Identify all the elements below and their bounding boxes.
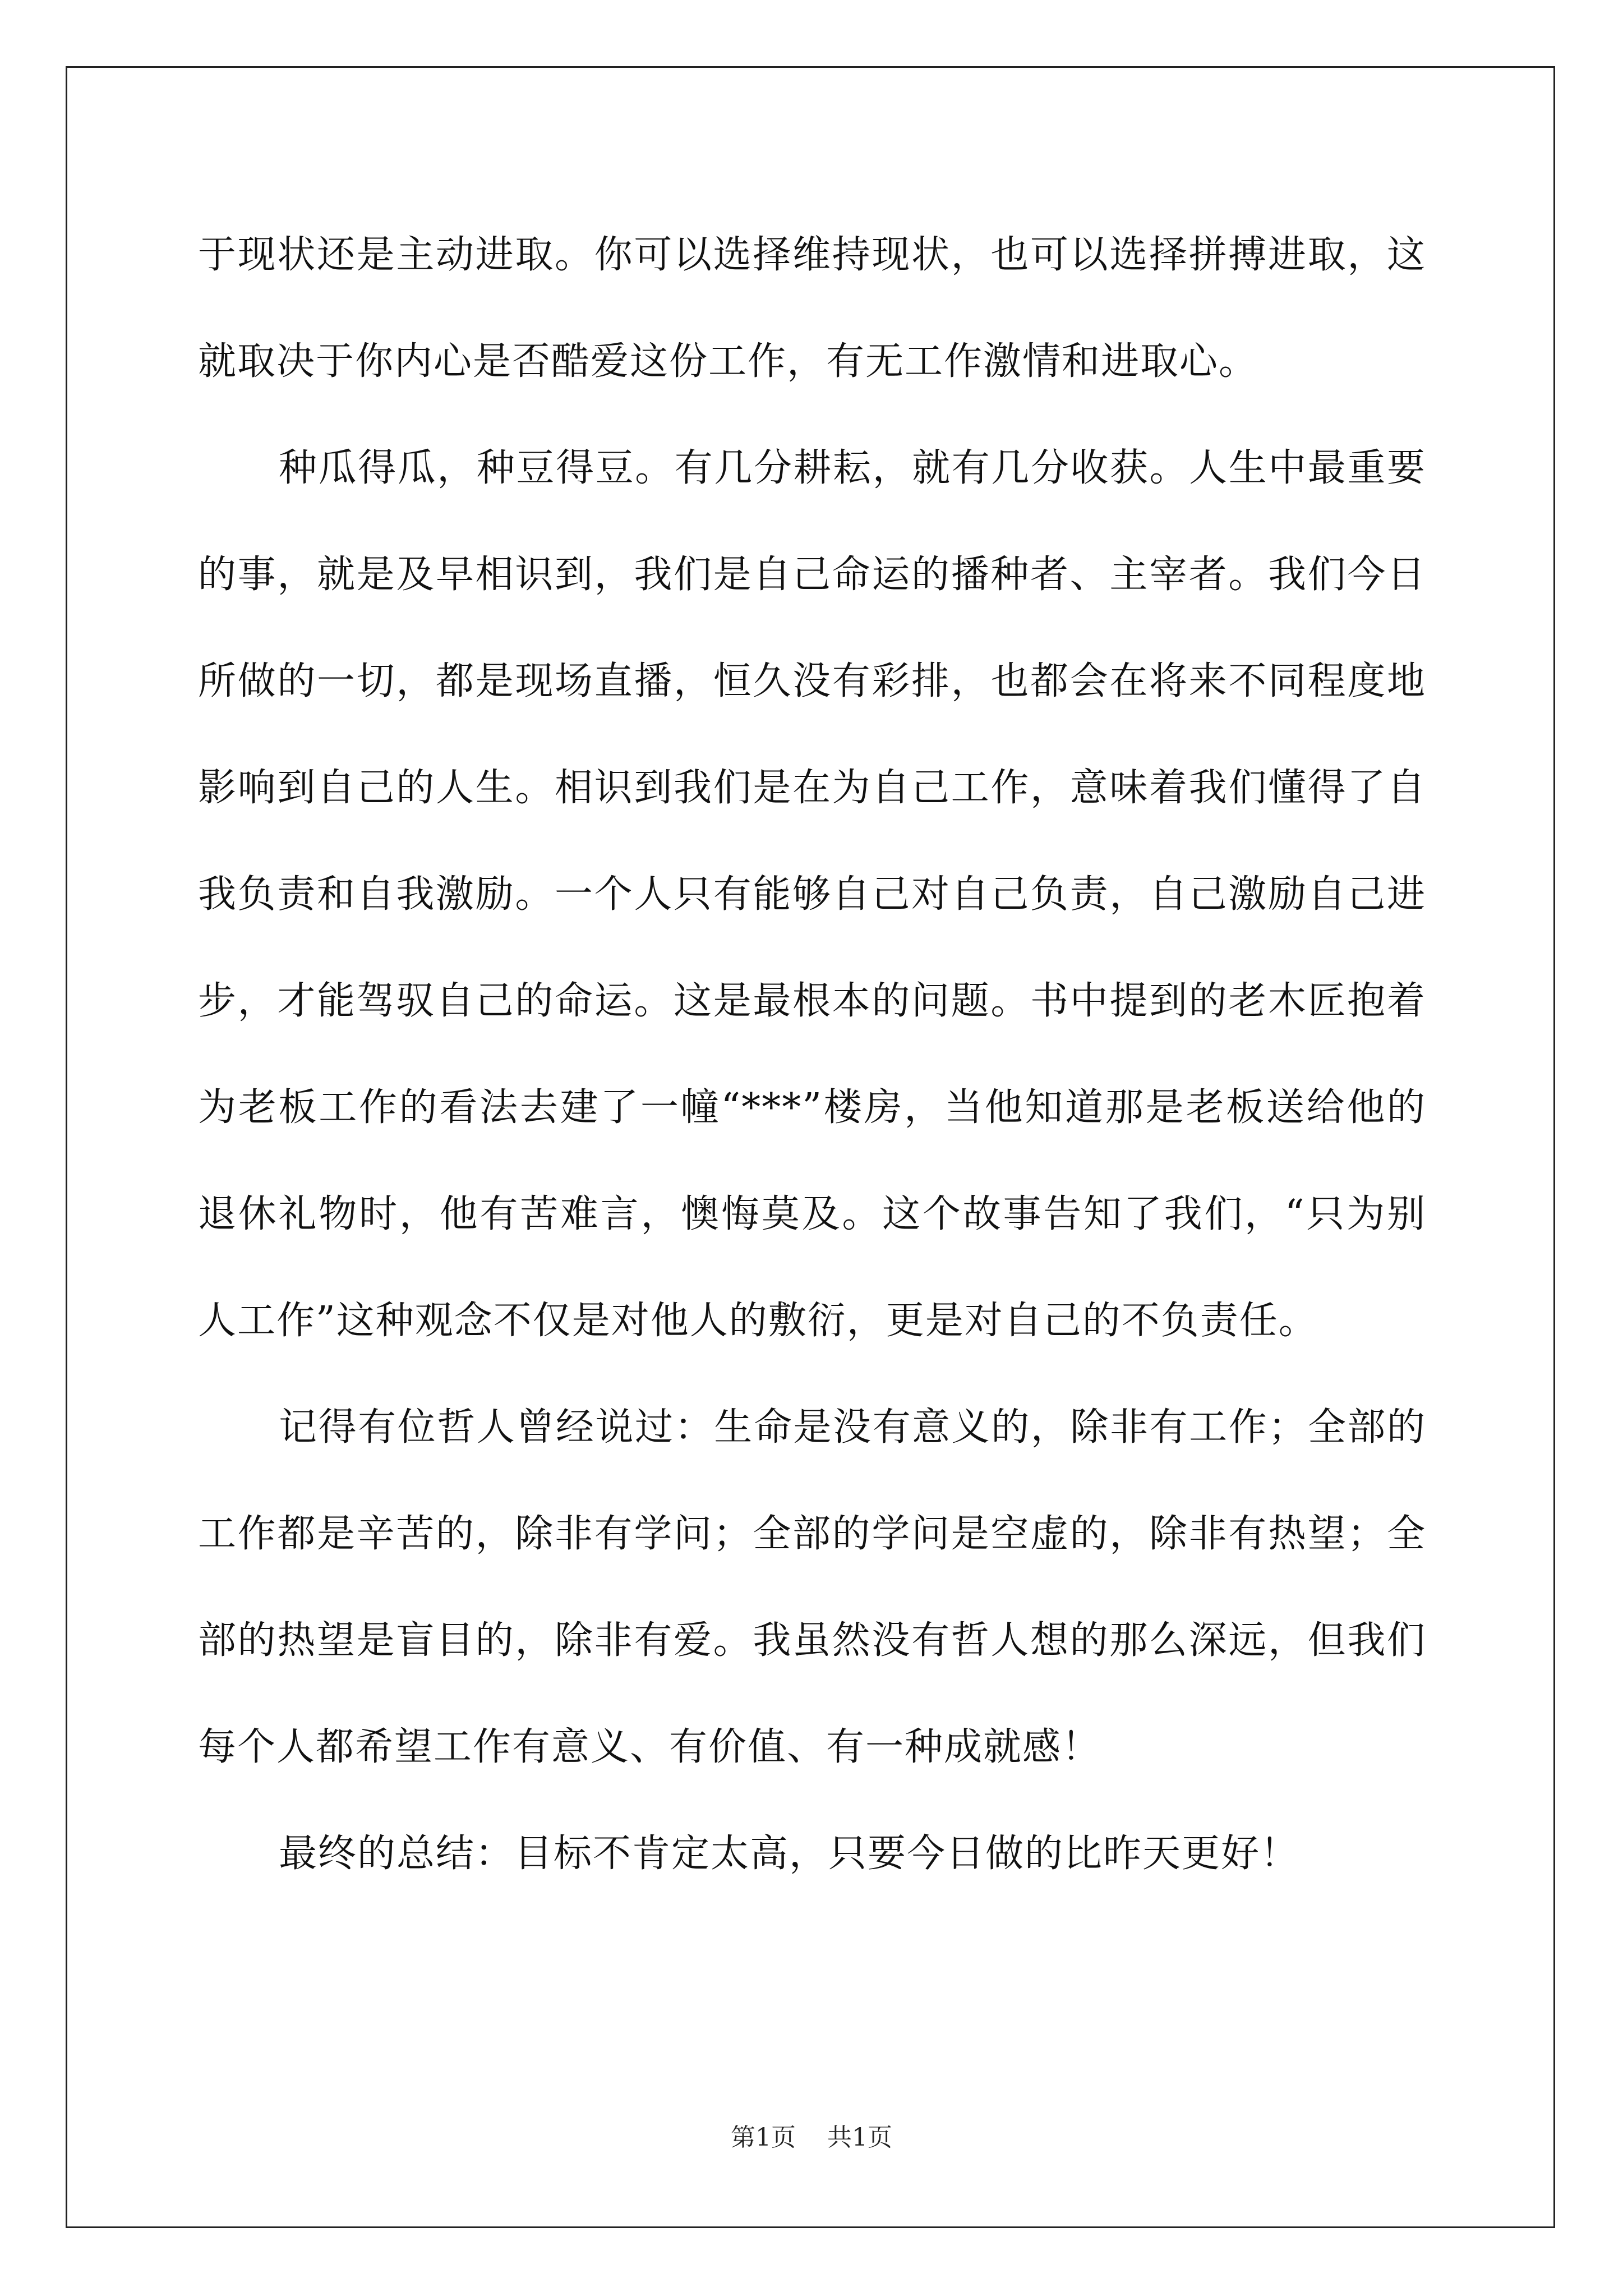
page-number: 第1页 [731, 2123, 796, 2152]
paragraph-summary: 最终的总结：目标不肯定太高，只要今日做的比昨天更好！ [279, 1832, 1300, 1876]
page-footer [0, 2122, 1623, 2154]
page-total: 共1页 [827, 2123, 892, 2152]
document-body [198, 202, 1426, 1907]
paragraph-continuation: 于现状还是主动进取。你可以选择维持现状，也可以选择拼搏进取，这就取决于你内心是否酷爱这份工作，有无工作激情和进取心。 [198, 233, 1426, 384]
paragraph-philosopher-quote: 记得有位哲人曾经说过：生命是没有意义的，除非有工作；全部的工作都是辛苦的，除非有学问；全部的学问是空虚的，除非有热望；全部的热望是盲目的，除非有爱。我虽然没有哲人想的那么深远，但我们每个人都希望工作有意义、有价值、有一种成就感！ [198, 1405, 1426, 1769]
paragraph-reap-what-you-sow: 种瓜得瓜，种豆得豆。有几分耕耘，就有几分收获。人生中最重要的事，就是及早相识到，我们是自己命运的播种者、主宰者。我们今日所做的一切，都是现场直播，恒久没有彩排，也都会在将来不同程度地影响到自己的人生。相识到我们是在为自己工作，意味着我们懂得了自我负责和自我激励。一个人只有能够自己对自己负责，自己激励自己进步，才能驾驭自己的命运。这是最根本的问题。书中提到的老木匠抱着为老板工作的看法去建了一幢“***”楼房，当他知道那是老板送给他的退休礼物时，他有苦难言，懊悔莫及。这个故事告知了我们，“只为别人工作”这种观念不仅是对他人的敷衍，更是对自己的不负责任。 [198, 446, 1426, 1343]
